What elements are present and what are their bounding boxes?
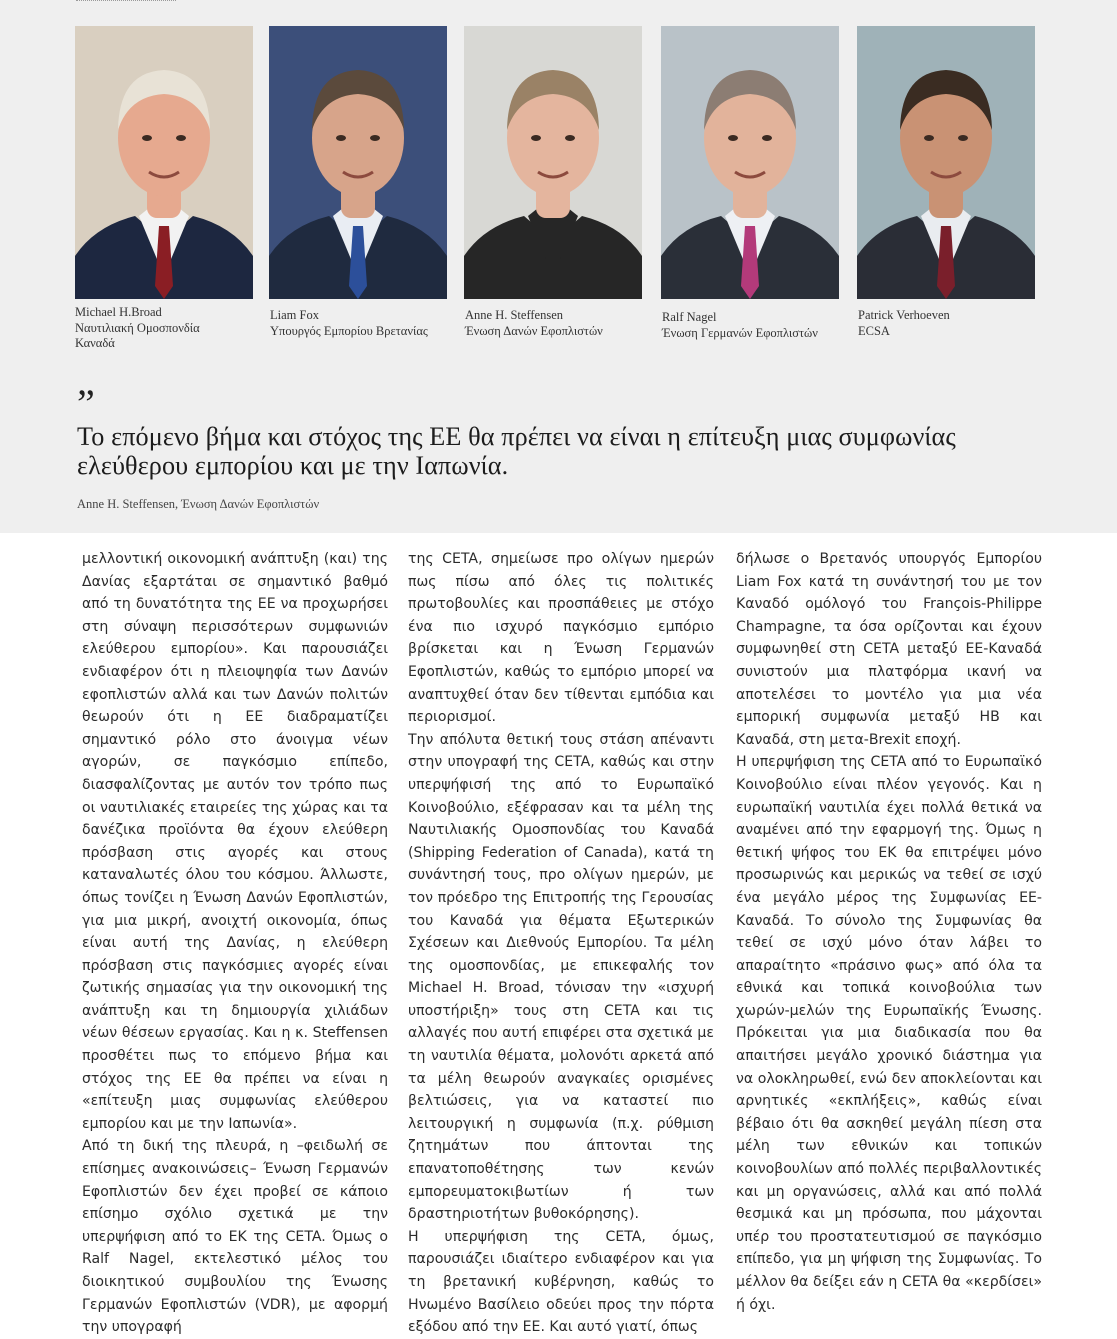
- photo-eye-right: [958, 135, 968, 141]
- photo-eye-left: [336, 135, 346, 141]
- photo-eye-right: [565, 135, 575, 141]
- photo-eye-left: [728, 135, 738, 141]
- photo-eye-right: [762, 135, 772, 141]
- caption-name: Patrick Verhoeven: [858, 308, 950, 322]
- quote-mark-icon: ”: [77, 381, 95, 426]
- portrait-photo: [857, 26, 1035, 299]
- caption-name: Liam Fox: [270, 308, 319, 322]
- photo-eye-left: [142, 135, 152, 141]
- caption-role: Υπουργός Εμπορίου Βρετανίας: [270, 323, 428, 338]
- caption-liam-fox: [270, 308, 460, 339]
- photo-eye-left: [531, 135, 541, 141]
- paragraph: μελλοντική οικονομική ανάπτυξη (και) της Δανίας εξαρτάται σε σημαντικό βαθμό από τη δυνατότητα της ΕΕ να προχωρήσει στη σύναψη περισσότερων συμφωνιών ελεύθερου εμπορίου». Και παρουσιάζει ενδιαφέρον ότι η πλειοψηφία των Δανών εφοπλιστών αλλά και των Δανών πολιτών θεωρούν ότι η ΕΕ διαδραματίζει σημαντικό ρόλο στο άνοιγμα νέων αγορών, σε παγκόσμιο επίπεδο, διασφαλίζοντας με αυτόν τον τρόπο πως οι ναυτιλιακές εταιρείες της χώρας και τα δανέζικα προϊόντα θα έχουν ελεύθερη πρόσβαση στις αγορές και στους καταναλωτές όλου του κόσμου. Άλλωστε, όπως τονίζει η Ένωση Δανών Εφοπλιστών, για μια μικρή, ανοιχτή οικονομία, όπως είναι αυτή της Δανίας, η ελεύθερη πρόσβαση στις παγκόσμιες αγορές είναι ζωτικής σημασίας για την οικονομική της ανάπτυξη και τη δημιουργία χιλιάδων νέων θέσεων εργασίας. Και η κ. Steffensen προσθέτει πως το επόμενο βήμα και στόχος της ΕΕ θα πρέπει να είναι η «επίτευξη μιας συμφωνίας ελεύθερου εμπορίου και με την Ιαπωνία».: [82, 551, 388, 1132]
- article-column-1: [82, 548, 388, 1339]
- caption-role: Ένωση Γερμανών Εφοπλιστών: [662, 325, 818, 340]
- caption-michael-broad: [75, 305, 265, 352]
- portrait-anne-steffensen: [464, 26, 642, 299]
- paragraph: δήλωσε ο Βρετανός υπουργός Εμπορίου Liam Fox κατά τη συνάντησή του με τον Καναδό ομόλογό του François-Philippe Champagne, τα όσα ορίζονται και έχουν συμφωνηθεί στη CETA μεταξύ ΕΕ-Καναδά συνιστούν μια πλατφόρμα ικανή να αποτελέσει το μοντέλο για μια νέα εμπορική συμφωνία μεταξύ ΗΒ και Καναδά, στη μετα-Brexit εποχή.: [736, 551, 1042, 748]
- caption-name: Michael H.Broad: [75, 305, 162, 319]
- article-column-3: [736, 548, 1042, 1316]
- portrait-patrick-verhoeven: [857, 26, 1035, 299]
- portrait-photo: [269, 26, 447, 299]
- caption-name: Ralf Nagel: [662, 310, 717, 324]
- paragraph: Η υπερψήφιση της CETA από το Ευρωπαϊκό Κοινοβούλιο είναι πλέον γεγονός. Και η ευρωπαϊκή ναυτιλία έχει πολλά θετικά να αναμένει από την εφαρμογή της. Όμως η θετική ψήφος του ΕΚ θα επιτρέψει μόνο προσωρινώς και μερικώς να τεθεί σε ισχύ ένα μεγάλο μέρος της Συμφωνίας ΕΕ-Καναδά. Το σύνολο της Συμφωνίας θα τεθεί σε ισχύ μόνο όταν λάβει το απαραίτητο «πράσινο φως» από όλα τα εθνικά και τοπικά κοινοβούλια των χωρών-μελών της Ευρωπαϊκής Ένωσης. Πρόκειται για μια διαδικασία που θα απαιτήσει μεγάλο χρονικό διάστημα για να ολοκληρωθεί, ενώ δεν αποκλείονται και αρνητικές «εκπλήξεις», καθώς είναι βέβαιο ότι θα ασκηθεί μεγάλη πίεση στα μέλη των εθνικών και τοπικών κοινοβουλίων από πολλές περιβαλλοντικές και μη οργανώσεις, αλλά και από πολλά θεσμικά και μη πρόσωπα, που μάχονται υπέρ του προστατευτισμού σε παγκόσμιο επίπεδο, για μη ψήφιση της Συμφωνίας. Το μέλλον θα δείξει εάν η CETA θα «κερδίσει» ή όχι.: [736, 754, 1042, 1313]
- caption-role: Ένωση Δανών Εφοπλιστών: [465, 323, 603, 338]
- portrait-photo: [75, 26, 253, 299]
- top-dotted-rule: [76, 0, 176, 2]
- paragraph: Την απόλυτα θετική τους στάση απέναντι στην υπογραφή της CETA, καθώς και στην υπερψήφισή της από το Ευρωπαϊκό Κοινοβούλιο, εξέφρασαν και τα μέλη της Ναυτιλιακής Ομοσπονδίας του Καναδά (Shipping Federation of Canada), κατά τη συνάντησή τους, προ ολίγων ημερών, με τον πρόεδρο της Επιτροπής της Γερουσίας του Καναδά για θέματα Εξωτερικών Σχέσεων και Διεθνούς Εμπορίου. Τα μέλη της ομοσπονδίας, με επικεφαλής τον Michael H. Broad, τόνισαν την «ισχυρή υποστήριξη» τους στη CETA και τις αλλαγές που αυτή επιφέρει στα σχετικά με τη ναυτιλία θέματα, μολονότι αρκετά από τα μέλη θεωρούν αναγκαίες ορισμένες βελτιώσεις, για να καταστεί πιο λειτουργική η συμφωνία (π.χ. ρύθμιση ζητημάτων που άπτονται της επανατοποθέτησης των κενών εμπορευματοκιβωτίων ή των δραστηριοτήτων βυθοκόρησης).: [408, 731, 714, 1223]
- caption-anne-steffensen: [465, 308, 655, 339]
- article-column-2: [408, 548, 714, 1339]
- portrait-michael-broad: [75, 26, 253, 299]
- caption-name: Anne H. Steffensen: [465, 308, 564, 322]
- portrait-liam-fox: [269, 26, 447, 299]
- caption-patrick-verhoeven: [858, 308, 1048, 339]
- paragraph: Η υπερψήφιση της CETA, όμως, παρουσιάζει ιδιαίτερο ενδιαφέρον και για τη βρετανική κυβέρνηση, καθώς το Ηνωμένο Βασίλειο οδεύει προς την πόρτα εξόδου από την ΕΕ. Και αυτό γιατί, όπως: [408, 1228, 714, 1336]
- paragraph: Από τη δική της πλευρά, η –φειδωλή σε επίσημες ανακοινώσεις– Ένωση Γερμανών Εφοπλιστών δεν έχει προβεί σε κάποιο επίσημο σχόλιο σχετικά με την υπερψήφιση από το ΕΚ της CETA. Όμως ο Ralf Nagel, εκτελεστικό μέλος του διοικητικού συμβουλίου της Ένωσης Γερμανών Εφοπλιστών (VDR), με αφορμή την υπογραφή: [82, 1138, 388, 1336]
- caption-role: Ναυτιλιακή Ομοσπονδία: [75, 320, 200, 335]
- paragraph: της CETA, σημείωσε προ ολίγων ημερών πως πίσω από όλες τις πολιτικές πρωτοβουλίες και προσπάθειες με στόχο ένα πιο ισχυρό παγκόσμιο εμπόριο βρίσκεται και η Ένωση Γερμανών Εφοπλιστών, καθώς το εμπόριο μπορεί να αναπτυχθεί όταν δεν τίθενται εμπόδια και περιορισμοί.: [408, 551, 714, 726]
- photo-eye-right: [370, 135, 380, 141]
- quote-attribution: Anne H. Steffensen, Ένωση Δανών Εφοπλιστών: [77, 497, 320, 511]
- photo-eye-left: [924, 135, 934, 141]
- pull-quote: Το επόμενο βήμα και στόχος της ΕΕ θα πρέπει να είναι η επίτευξη μιας συμφωνίας ελεύθερου εμπορίου και με την Ιαπωνία.: [77, 422, 956, 480]
- portrait-photo: [464, 26, 642, 299]
- caption-ralf-nagel: [662, 310, 852, 341]
- caption-role: ECSA: [858, 323, 890, 338]
- photo-eye-right: [176, 135, 186, 141]
- portrait-ralf-nagel: [661, 26, 839, 299]
- portrait-photo: [661, 26, 839, 299]
- caption-role-extra: Καναδά: [75, 336, 115, 350]
